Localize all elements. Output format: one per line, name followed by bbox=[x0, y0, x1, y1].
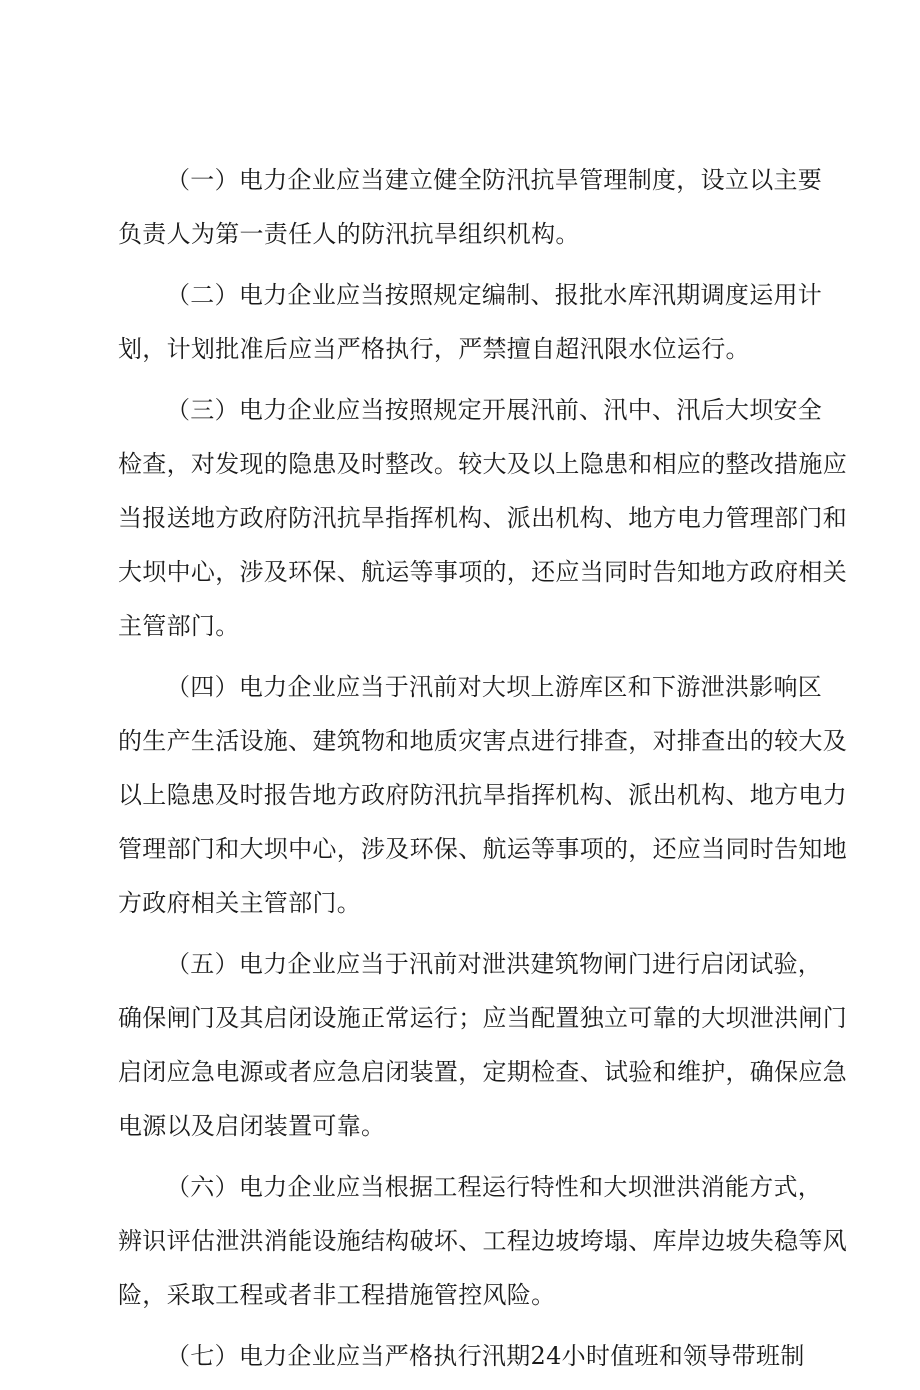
document-body bbox=[118, 153, 847, 1390]
paragraph-1 bbox=[118, 153, 823, 261]
text-line: 启闭应急电源或者应急启闭装置，定期检查、试验和维护，确保应急 bbox=[118, 1058, 847, 1086]
text-line: 险，采取工程或者非工程措施管控风险。 bbox=[118, 1281, 556, 1309]
text-line: 大坝中心，涉及环保、航运等事项的，还应当同时告知地方政府相关 bbox=[118, 558, 847, 586]
text-line: （七）电力企业应当严格执行汛期24小时值班和领导带班制 bbox=[166, 1342, 805, 1370]
text-line: （一）电力企业应当建立健全防汛抗旱管理制度，设立以主要 bbox=[166, 166, 823, 194]
paragraph-4 bbox=[118, 660, 847, 930]
text-line: （二）电力企业应当按照规定编制、报批水库汛期调度运用计 bbox=[166, 281, 823, 309]
text-line: 确保闸门及其启闭设施正常运行；应当配置独立可靠的大坝泄洪闸门 bbox=[118, 1004, 847, 1032]
text-line: 检查，对发现的隐患及时整改。较大及以上隐患和相应的整改措施应 bbox=[118, 450, 847, 478]
paragraph-3 bbox=[118, 383, 847, 653]
text-line: 方政府相关主管部门。 bbox=[118, 889, 361, 917]
text-line: 划，计划批准后应当严格执行，严禁擅自超汛限水位运行。 bbox=[118, 335, 750, 363]
text-line: 主管部门。 bbox=[118, 612, 240, 640]
text-line: 管理部门和大坝中心，涉及环保、航运等事项的，还应当同时告知地 bbox=[118, 835, 847, 863]
text-line: （五）电力企业应当于汛前对泄洪建筑物闸门进行启闭试验， bbox=[166, 950, 823, 978]
text-line: （四）电力企业应当于汛前对大坝上游库区和下游泄洪影响区 bbox=[166, 673, 823, 701]
text-line: 辨识评估泄洪消能设施结构破坏、工程边坡垮塌、库岸边坡失稳等风 bbox=[118, 1227, 847, 1255]
text-line: 负责人为第一责任人的防汛抗旱组织机构。 bbox=[118, 220, 580, 248]
text-line: （三）电力企业应当按照规定开展汛前、汛中、汛后大坝安全 bbox=[166, 396, 823, 424]
paragraph-6 bbox=[118, 1160, 847, 1322]
text-line: 电源以及启闭装置可靠。 bbox=[118, 1112, 386, 1140]
paragraph-5 bbox=[118, 937, 847, 1153]
text-line: 以上隐患及时报告地方政府防汛抗旱指挥机构、派出机构、地方电力 bbox=[118, 781, 847, 809]
paragraph-2 bbox=[118, 268, 823, 376]
text-line: 当报送地方政府防汛抗旱指挥机构、派出机构、地方电力管理部门和 bbox=[118, 504, 847, 532]
text-line: （六）电力企业应当根据工程运行特性和大坝泄洪消能方式， bbox=[166, 1173, 823, 1201]
paragraph-7 bbox=[118, 1329, 805, 1383]
text-line: 的生产生活设施、建筑物和地质灾害点进行排查，对排查出的较大及 bbox=[118, 727, 847, 755]
